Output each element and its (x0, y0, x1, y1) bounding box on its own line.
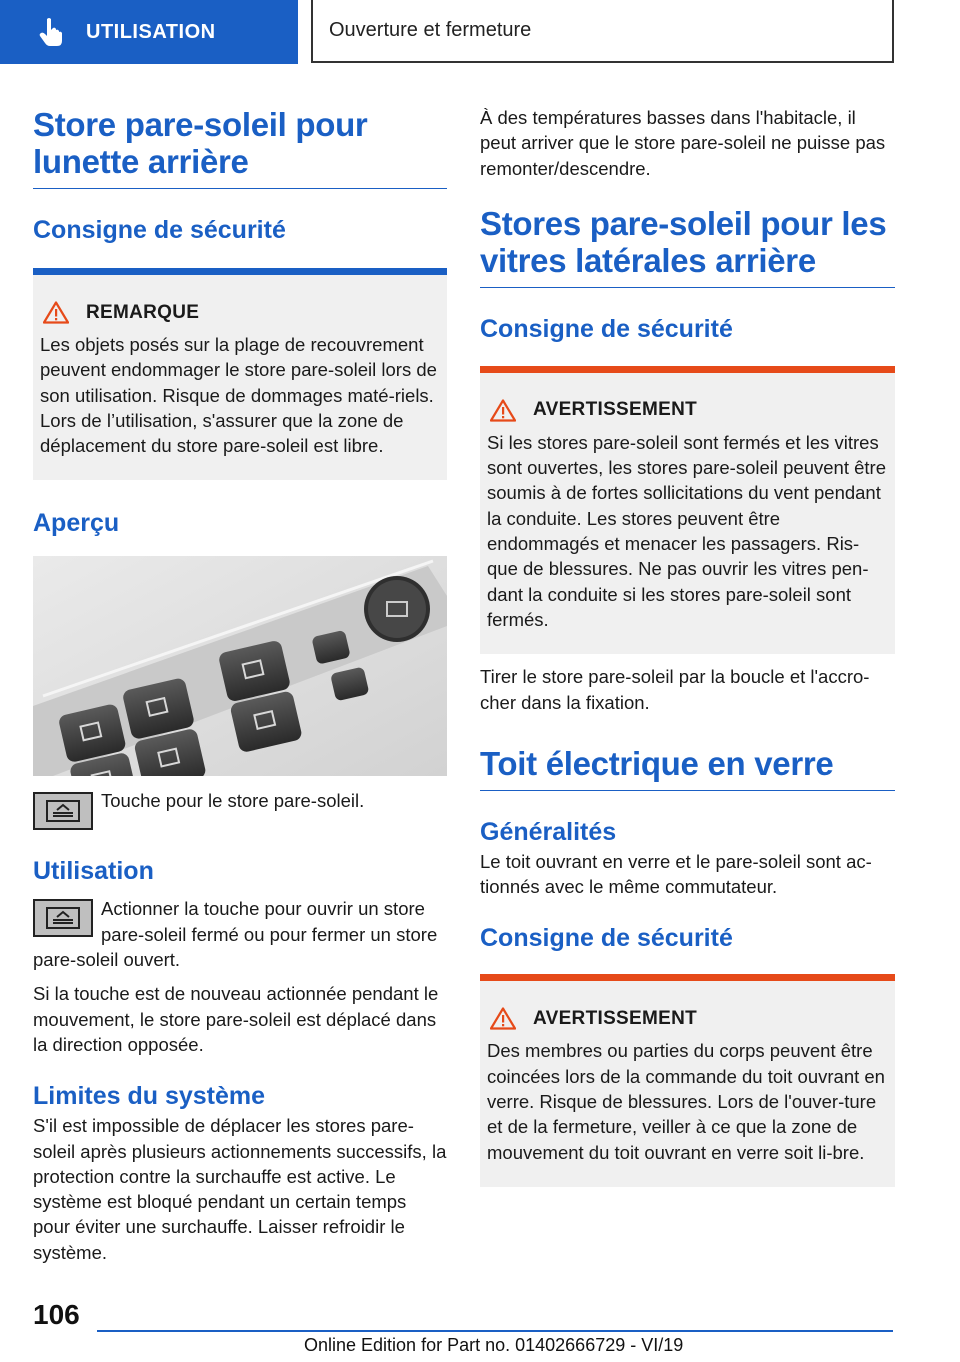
pull-sunblind-text: Tirer le store pare-soleil par la boucle et l'accro‐cher dans la fixation. (480, 666, 870, 713)
section-title-glass-roof: Toit électrique en verre (480, 745, 895, 791)
footer-divider (97, 1330, 893, 1332)
notice-title: REMARQUE (86, 301, 200, 323)
edition-note: Online Edition for Part no. 01402666729 - VI/19 (304, 1335, 684, 1355)
breadcrumb: Ouverture et fermeture (311, 0, 894, 63)
warning-triangle-icon (43, 301, 69, 324)
warning-text: Si les stores pare-soleil sont fermés et les vitres sont ouvertes, les stores pare-soleil peuvent être soumis à de fortes sollicitations du vent pendant la conduite. Les stores peuvent être endommagés et menacer les passagers. Ris‐que de blessures. Ne pas ouvrir les vitres pen‐dant la conduite si les stores pare-soleil sont fermés. (487, 431, 886, 630)
safety-heading: Consigne de sécurité (480, 924, 733, 953)
page-number: 106 (33, 1299, 80, 1330)
usage-text-1: Actionner la touche pour ouvrir un store pare-soleil fermé ou pour fermer un store pare-soleil ouvert. (33, 898, 438, 971)
notice-box (33, 268, 447, 480)
warning-text: Des membres ou parties du corps peuvent être coincées lors de la commande du toit ouvrant en verre. Risque de blessures. Lors de l'ouver‐ture et de la fermeture, veiller à ce que la zone de mouvement du toit ouvrant en verre soit li‐bre. (487, 1040, 885, 1163)
safety-heading: Consigne de sécurité (480, 314, 733, 343)
chapter-tab[interactable] (0, 0, 298, 64)
warning-title: AVERTISSEMENT (533, 399, 698, 421)
safety-heading: Consigne de sécurité (33, 216, 286, 244)
left-column (33, 100, 447, 1265)
general-heading: Généralités (480, 817, 617, 846)
hand-pointer-icon (38, 17, 64, 47)
warning-triangle-icon (490, 399, 516, 422)
section-title-side-sunblinds: Stores pare-soleil pour les vitres latérales arrière (480, 205, 895, 288)
general-text: Le toit ouvrant en verre et le pare-soleil sont ac‐tionnés avec le même commutateur. (480, 850, 872, 898)
button-caption: Touche pour le store pare-soleil. (101, 790, 365, 812)
warning-triangle-icon (490, 1007, 516, 1030)
usage-text-2: Si la touche est de nouveau actionnée pendant le mouvement, le store pare-soleil est déplacé dans la direction opposée. (33, 983, 439, 1055)
overview-heading: Aperçu (33, 509, 120, 538)
usage-heading: Utilisation (33, 857, 154, 886)
system-limits-text: S'il est impossible de déplacer les stores pare-soleil après plusieurs actionnements successifs, la protection contre la surchauffe est active. Le système est bloqué pendant un certain temps pour éviter une surchauffe. Laisser refroidir le système. (33, 1115, 447, 1263)
warning-box (480, 974, 895, 1186)
section-title-rear-sunblind: Store pare-soleil pour lunette arrière (33, 106, 447, 189)
door-switch-panel-image (33, 556, 447, 776)
sunblind-button-icon (33, 792, 93, 830)
system-limits-heading: Limites du système (33, 1082, 266, 1111)
low-temperature-text: À des températures basses dans l'habitacle, il peut arriver que le store pare-soleil ne puisse pas remonter/descendre. (480, 107, 886, 179)
chapter-label: UTILISATION (86, 20, 216, 43)
warning-title: AVERTISSEMENT (533, 1007, 698, 1029)
right-column (480, 100, 895, 1187)
warning-box (480, 366, 895, 654)
sunblind-button-icon (33, 899, 93, 937)
notice-text: Les objets posés sur la plage de recouvrement peuvent endommager le store pare-soleil lors de son utilisation. Risque de dommages maté‐riels. Lors de l’utilisation, s'assurer que la zone de déplacement du store pare-soleil est libre. (40, 334, 437, 457)
